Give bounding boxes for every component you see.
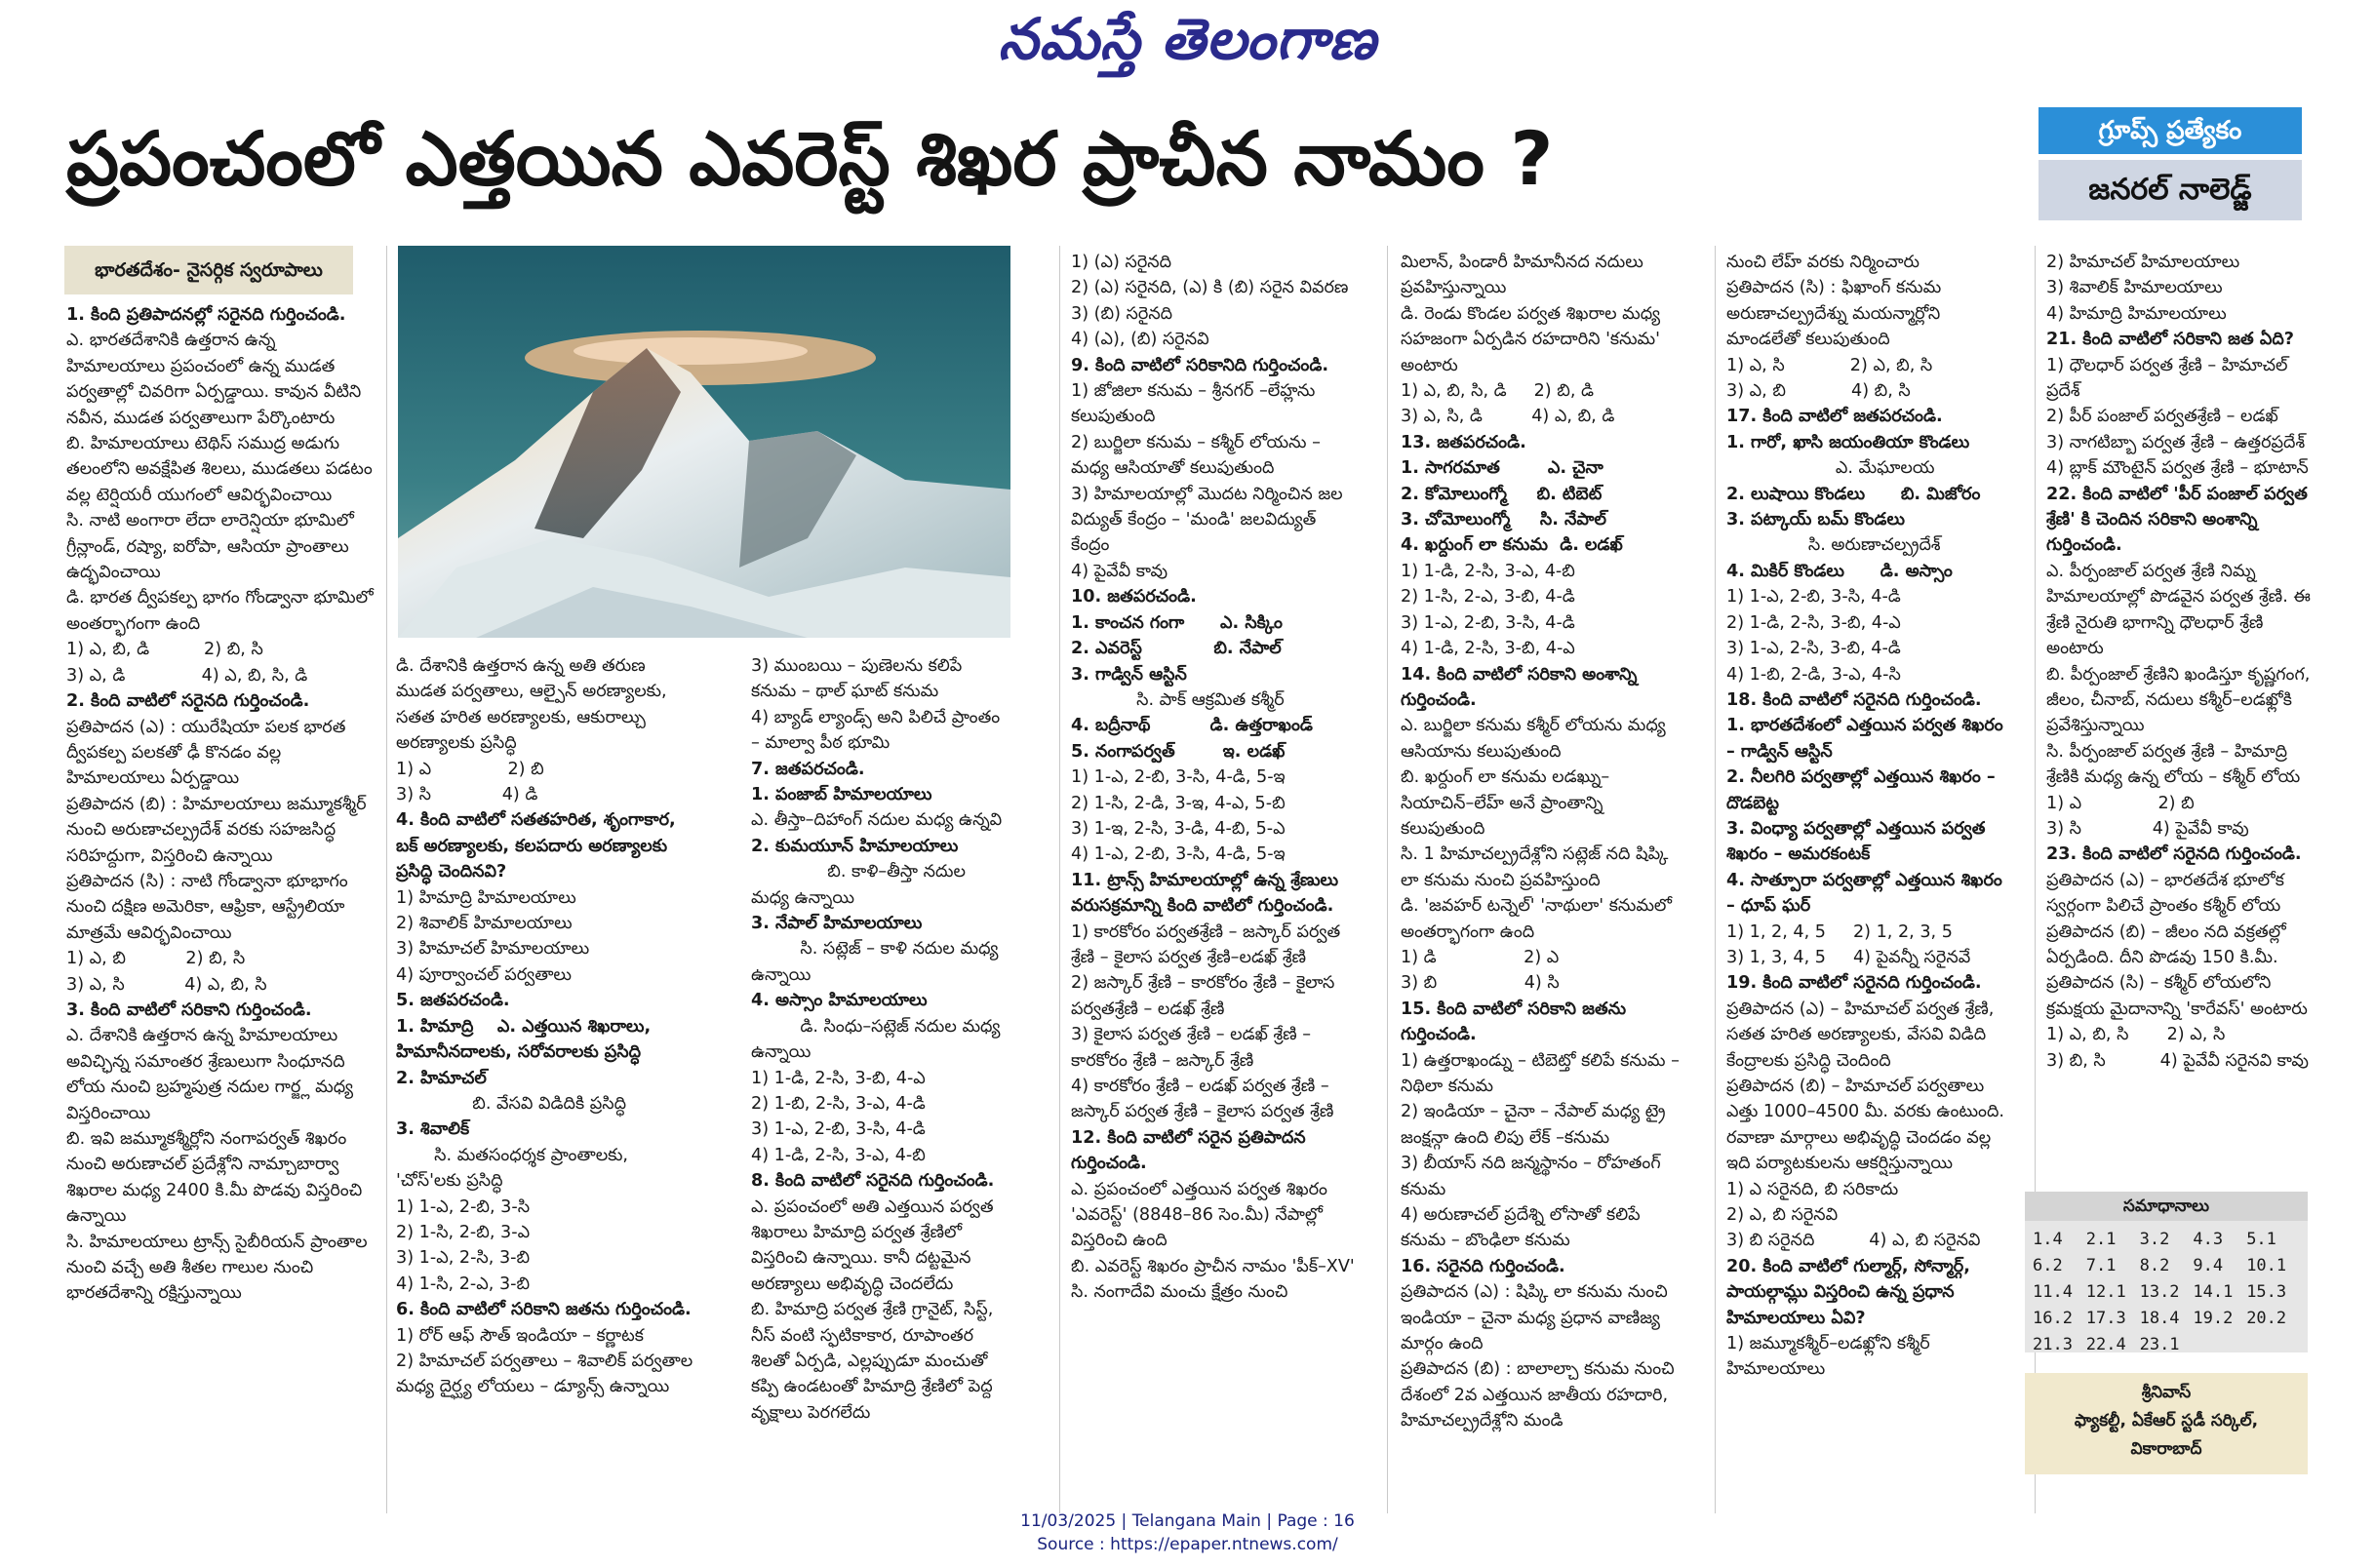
question-line: 4) 1-సి, 2-ఎ, 3-బి [396, 1274, 531, 1294]
question-stem: 3. నేపాల్ హిమాలయాలు [751, 914, 923, 934]
question-line: 1) రోర్ ఆఫ్ సౌత్ ఇండియా – కర్ణాటక [396, 1325, 644, 1346]
question-line: 4) హిమాద్రి హిమాలయాలు [2046, 303, 2227, 324]
answer-item: 11.4 [2033, 1282, 2073, 1302]
question-line: 1) ఉత్తరాఖండ్ను – టిబెట్తో కలిపే కనుమ – నిథిలా కనుమ [1401, 1050, 1685, 1096]
question-line: ప్రతిపాదన (ఎ) : యురేషియా పలక భారత ద్వీపకల్ప పలకతో ఢీ కొనడం వల్ల హిమాలయాలు ఏర్పడ్డాయి [66, 717, 352, 789]
answer-item: 18.4 [2139, 1309, 2180, 1328]
answers-grid [2025, 1221, 2308, 1364]
question-stem: 3. చోమోలుంగ్మో సి. నేపాల్ [1401, 510, 1606, 530]
question-line: 3) 1-ఎ, 2-బి, 3-సి, 4-డి [1401, 612, 1575, 633]
question-stem: 11. ట్రాన్స్ హిమాలయాల్లో ఉన్న శ్రేణులు వరుసక్రమాన్ని కింది వాటిలో గుర్తించండి. [1071, 870, 1345, 917]
question-line: 1) డి 2) ఎ [1401, 947, 1560, 967]
masthead-logo: నమస్తే తెలంగాణ [998, 6, 1377, 72]
question-stem: 1. కాంచన గంగా ఎ. సిక్కిం [1071, 612, 1283, 633]
question-line: ప్రతిపాదన (బి) – హిమాచల్ పర్వతాలు ఎత్తు 1000–4500 మీ. వరకు ఉంటుంది. రవాణా మార్గాలు అభివృద్ధి చెందడం వల్ల ఇది పర్యాటకులను ఆకర్షిస్తున్నాయి [1726, 1077, 2010, 1174]
section-title: భారతదేశం- నైసర్గిక స్వరూపాలు [64, 246, 353, 294]
question-line: 3) బి, సి 4) పైవేవీ సరైనవి కావు [2046, 1050, 2309, 1071]
author-credit [2025, 1373, 2308, 1474]
question-line: ఎ. మేఘాలయ [1726, 458, 1935, 479]
question-stem: 5. నంగాపర్వత్ ఇ. లడఖ్ [1071, 741, 1286, 762]
question-line: 1) ఎ, బి, సి 2) ఎ, సి [2046, 1025, 2226, 1045]
question-line: 3) ఎ, సి 4) ఎ, బి, సి [66, 974, 267, 995]
question-stem: 7. జతపరచండి. [751, 759, 865, 779]
question-stem: 2. లుషాయి కొండలు బి. మిజోరం [1726, 484, 1981, 504]
question-line: డి. సింధు–సట్లెజ్ నదుల మధ్య ఉన్నాయి [751, 1016, 1007, 1063]
question-line: సి. అరుణాచల్ప్రదేశ్ [1726, 535, 1941, 556]
answer-item: 14.1 [2193, 1282, 2234, 1302]
question-line: 3) సి 4) పైవేవీ కావు [2046, 818, 2249, 839]
question-line: 3) హిమాలయాల్లో మొదట నిర్మించిన జల విద్యుత్ కేంద్రం – 'మండి' జలవిద్యుత్ కేంద్రం [1071, 484, 1349, 556]
answer-item: 7.1 [2085, 1256, 2117, 1275]
question-stem: 3. వింధ్యా పర్వతాల్లో ఎత్తయిన పర్వత శిఖరం – అమరకంటక్ [1726, 818, 1992, 865]
column-6 [1726, 250, 2009, 1383]
question-stem: 2. నీలగిరి పర్వతాల్లో ఎత్తయిన శిఖరం – దొడబెట్ట [1726, 767, 2001, 813]
question-line: 1) ఎ, బి 2) బి, సి [66, 949, 246, 969]
everest-photo-icon [398, 246, 1010, 638]
question-line: 1) 1-డి, 2-సి, 3-బి, 4-ఎ [751, 1068, 926, 1088]
author-place: వికారాబాద్ [2130, 1439, 2202, 1459]
question-line: 1) ఎ, బి, డి 2) బి, సి [66, 640, 263, 660]
question-stem: 2. కింది వాటిలో సరైనది గుర్తించండి. [66, 691, 310, 712]
column-3 [751, 653, 1007, 1426]
question-line: 2) (ఎ) సరైనది, (ఎ) కి (బి) సరైన వివరణ [1071, 278, 1349, 298]
question-line: 4) పైవేవీ కావు [1071, 561, 1168, 581]
question-line: 3) (బి) సరైనది [1071, 303, 1173, 324]
question-line: 4) బ్లాక్ మౌంటైన్ పర్వత శ్రేణి – భూటాన్ [2046, 458, 2309, 479]
question-line: 1) ఎ 2) బి [2046, 793, 2195, 813]
question-line: 2) జస్కార్ శ్రేణి – కారకోరం శ్రేణి – కైలాస పర్వతశ్రేణి – లడఖ్ శ్రేణి [1071, 973, 1340, 1019]
question-stem: 1. హిమాద్రి ఎ. ఎత్తయిన శిఖరాలు, హిమానీనదాలకు, సరోవరాలకు ప్రసిద్ధి [396, 1016, 657, 1063]
question-stem: 4. ఖర్దుంగ్ లా కనుమ డి. లడఖ్ [1401, 535, 1623, 556]
answer-item: 2.1 [2085, 1230, 2117, 1249]
question-stem: 6. కింది వాటిలో సరికాని జతను గుర్తించండి. [396, 1300, 692, 1320]
question-line: 4) 1-బి, 2-డి, 3-ఎ, 4-సి [1726, 664, 1901, 685]
question-stem: 15. కింది వాటిలో సరికాని జతను గుర్తించండి. [1401, 999, 1633, 1045]
answer-item: 5.1 [2246, 1230, 2276, 1249]
author-name: శ్రీనివాస్ [2141, 1383, 2192, 1402]
question-line: 4) పూర్వాంచల్ పర్వతాలు [396, 964, 572, 985]
question-stem: 3. పట్కాయ్ బమ్ కొండలు [1726, 510, 1906, 530]
answer-item: 23.1 [2139, 1335, 2180, 1354]
answer-item: 10.1 [2246, 1256, 2287, 1275]
question-stem: 18. కింది వాటిలో సరైనది గుర్తించండి. [1726, 689, 1982, 710]
question-line: సి. పీర్పంజాల్ పర్వత శ్రేణి – హిమాద్రి శ్రేణికి మధ్య ఉన్న లోయ – కశ్మీర్ లోయ [2046, 741, 2301, 788]
answer-item: 3.2 [2139, 1230, 2170, 1249]
question-line: 1) ధౌలధార్ పర్వత శ్రేణి – హిమాచల్ ప్రదేశ్ [2046, 355, 2294, 402]
question-line: 2) 1-బి, 2-సి, 3-ఎ, 4-డి [751, 1093, 926, 1114]
question-line: 3) ఎ, బి 4) బి, సి [1726, 381, 1911, 402]
question-stem: 10. జతపరచండి. [1071, 587, 1197, 608]
answer-item: 13.2 [2139, 1282, 2180, 1302]
question-line: 3) బి 4) సి [1401, 973, 1560, 994]
question-line: డి. భారత ద్వీపకల్ప భాగం గోండ్వానా భూమిలో అంతర్భాగంగా ఉంది [66, 588, 379, 634]
question-line: 3) 1-ఎ, 2-సి, 3-బి, 4-డి [1726, 639, 1901, 659]
question-line: 3) 1-ఇ, 2-సి, 3-డి, 4-బి, 5-ఎ [1071, 818, 1286, 839]
question-line: 2) హిమాచల్ పర్వతాలు – శివాలిక్ పర్వతాల మధ్య దైర్ఘ్య లోయలు – డ్యూన్స్ ఉన్నాయి [396, 1351, 698, 1397]
question-line: ఎ. బుర్జిలా కనుమ కశ్మీర్ లోయను మధ్య ఆసియాను కలుపుతుంది [1401, 716, 1672, 762]
question-line: ప్రతిపాదన (బి) : హిమాలయాలు జమ్మూకశ్మీర్ నుంచి అరుణాచల్ప్రదేశ్ వరకు సహజసిద్ధ సరిహద్దుగా, విస్తరించి ఉన్నాయి [66, 794, 373, 866]
question-line: బి. హిమాద్రి పర్వత శ్రేణి గ్రానైట్, సిస్ట్, నీస్ వంటి స్ఫటికాకార, రూపాంతర శిలతో ఏర్పడి, ఎల్లప్పుడూ మంచుతో కప్పి ఉండటంతో హిమాద్రి శ్రేణిలో పెద్ద వృక్షాలు పెరగలేదు [751, 1300, 999, 1423]
question-line: ప్రతిపాదన (ఎ) – హిమాచల్ పర్వత శ్రేణి, సతత హరిత అరణ్యాలకు, వేసవి విడిది కేంద్రాలకు ప్రసిద్ధి చెందింది [1726, 999, 1999, 1071]
question-line: ప్రతిపాదన (ఎ) – భారతదేశ భూలోక స్వర్గంగా పిలిచే ప్రాంతం కశ్మీర్ లోయ [2046, 870, 2290, 917]
question-line: 2) 1-డి, 2-సి, 3-బి, 4-ఎ [1726, 612, 1901, 633]
question-line: సి. నాటి అంగారా లేదా లారెన్షియా భూమిలో గ్రీన్లాండ్, రష్యా, ఐరోపా, ఆసియా ప్రాంతాలు ఉద్భవించాయి [66, 511, 360, 583]
question-line: 2) పీర్ పంజాల్ పర్వతశ్రేణి – లడఖ్ [2046, 407, 2278, 427]
question-line: 3) ఎ, డి 4) ఎ, బి, సి, డి [66, 665, 308, 686]
question-line: ఎ. ప్రపంచంలో ఎత్తయిన పర్వత శిఖరం 'ఎవరెస్ట్' (8848–86 సెం.మీ) నేపాల్లో విస్తరించి ఉంది [1071, 1179, 1333, 1251]
question-line: డి. రెండు కొండల పర్వత శిఖరాల మధ్య సహజంగా ఏర్పడిన రహదారిని 'కనుమ' అంటారు [1401, 303, 1666, 375]
footer [0, 1509, 2375, 1556]
question-line: 3) 1-ఎ, 2-సి, 3-బి [396, 1248, 531, 1269]
question-stem: 12. కింది వాటిలో సరైన ప్రతిపాదన గుర్తించండి. [1071, 1127, 1312, 1174]
question-line: ప్రతిపాదన (బి) : బాలాల్చా కనుమ నుంచి దేశంలో 2వ ఎత్తయిన జాతీయ రహదారి, హిమాచల్ప్రదేశ్లోని మండి [1401, 1359, 1681, 1431]
answer-item: 12.1 [2085, 1282, 2126, 1302]
section-tag [2039, 107, 2302, 224]
question-line: ప్రతిపాదన (బి) – జీలం నది వక్రతల్లో ఏర్పడింది. దీని పొడవు 150 కి.మీ. [2046, 921, 2292, 967]
question-line: డి. దేశానికి ఉత్తరాన ఉన్న అతి తరుణ ముడత పర్వతాలు, ఆల్పైన్ అరణ్యాలకు, సతత హరిత అరణ్యాలకు, ఆకురాల్చు అరణ్యాలకు ప్రసిద్ధి [396, 656, 673, 754]
question-line: 1) 1, 2, 4, 5 2) 1, 2, 3, 5 [1726, 921, 1953, 942]
question-stem: 16. సరైనది గుర్తించండి. [1401, 1256, 1565, 1276]
question-line: సి. పాక్ ఆక్రమిత కశ్మీర్ [1071, 689, 1285, 710]
question-line: 2) 1-సి, 2-ఎ, 3-బి, 4-డి [1401, 587, 1575, 608]
answers-title: సమాధానాలు [2025, 1192, 2308, 1221]
question-line: 1) కారకోరం పర్వతశ్రేణి – జస్కార్ పర్వత శ్రేణి – కైలాస పర్వత శ్రేణి–లడఖ్ శ్రేణి [1071, 921, 1346, 967]
question-stem: 2. హిమాచల్ [396, 1068, 487, 1088]
question-stem: 13. జతపరచండి. [1401, 432, 1526, 452]
answer-item: 1.4 [2033, 1230, 2063, 1249]
question-line: 4) 1-డి, 2-సి, 3-బి, 4-ఎ [1401, 639, 1575, 659]
footer-source-link[interactable]: Source : https://epaper.ntnews.com/ [1037, 1535, 1338, 1554]
question-line: 3) బి సరైనది 4) ఎ, బి సరైనవి [1726, 1231, 1981, 1251]
question-stem: 14. కింది వాటిలో సరికాని అంశాన్ని గుర్తించండి. [1401, 664, 1643, 710]
question-stem: 22. కింది వాటిలో 'పీర్ పంజాల్ పర్వత శ్రేణి' కి చెందిన సరికాని అంశాన్ని గుర్తించండి. [2046, 484, 2314, 556]
question-line: 3) ముంబయి – పుణెలను కలిపే కనుమ – థాల్ ఘాట్ కనుమ [751, 656, 968, 702]
question-line: ఎ. పీర్పంజాల్ పర్వత శ్రేణి నిమ్న హిమాలయాల్లో పొడవైన పర్వత శ్రేణి. ఈ శ్రేణి నైరుతి భాగాన్ని ధౌలధార్ శ్రేణి అంటారు [2046, 561, 2316, 659]
question-line: 4) 1-డి, 2-సి, 3-ఎ, 4-బి [751, 1145, 926, 1165]
question-line: సి. సట్లెజ్ – కాళి నదుల మధ్య ఉన్నాయి [751, 939, 1005, 985]
question-line: 4) (ఎ), (బి) సరైనవి [1071, 330, 1209, 350]
question-line: 1) 1-ఎ, 2-బి, 3-సి [396, 1196, 531, 1217]
question-line: ప్రతిపాదన (సి) : నాటి గోండ్వానా భూభాగం నుంచి దక్షిణ అమెరికా, ఆఫ్రికా, ఆస్ట్రేలియా మాత్రమే ఆవిర్భవించాయి [66, 871, 354, 943]
question-stem: 21. కింది వాటిలో సరికాని జత ఏది? [2046, 330, 2294, 350]
question-line: 1) ఎ, బి, సి, డి 2) బి, డి [1401, 381, 1595, 402]
question-line: 3) శివాలిక్ హిమాలయాలు [2046, 278, 2223, 298]
question-stem: 20. కింది వాటిలో గుల్మార్గ్, సోన్మార్గ్, పాయల్గామ్లు విస్తరించి ఉన్న ప్రధాన హిమాలయాలు ఏవి? [1726, 1256, 1977, 1328]
question-line: 4) కారకోరం శ్రేణి – లడఖ్ పర్వత శ్రేణి – జస్కార్ పర్వత శ్రేణి – కైలాస పర్వత శ్రేణి [1071, 1077, 1335, 1122]
question-line: 3) కైలాస పర్వత శ్రేణి – లడఖ్ శ్రేణి – కారకోరం శ్రేణి – జస్కార్ శ్రేణి [1071, 1025, 1317, 1071]
question-stem: 4. బద్రీనాథ్ డి. ఉత్తరాఖండ్ [1071, 716, 1313, 736]
answer-item: 21.3 [2033, 1335, 2073, 1354]
question-line: ప్రతిపాదన (సి) : ఫిఖాంగ్ కనుమ అరుణాచల్ప్రదేశ్ను మయన్మార్లోని మాండలేతో కలుపుతుంది [1726, 278, 1947, 350]
question-line: ప్రతిపాదన (ఎ) : షిప్కి లా కనుమ నుంచి ఇండియా – చైనా మధ్య ప్రధాన వాణిజ్య మార్గం ఉంది [1401, 1282, 1674, 1354]
answer-item: 22.4 [2085, 1335, 2126, 1354]
tag-general-knowledge: జనరల్ నాలెడ్జ్ [2039, 160, 2302, 220]
question-line: ఎ. తీస్తా–దిహాంగ్ నదుల మధ్య ఉన్నవి [751, 810, 1003, 831]
answer-item: 6.2 [2033, 1256, 2063, 1275]
question-line: బి. ఎవరెస్ట్ శిఖరం ప్రాచీన నామం 'పీక్–XV' [1071, 1256, 1355, 1276]
question-line: 1) హిమాద్రి హిమాలయాలు [396, 887, 576, 908]
question-line: 1) ఎ 2) బి [396, 759, 544, 779]
question-line: బి. ఇవి జమ్మూకశ్మీర్లోని నంగాపర్వత్ శిఖరం నుంచి అరుణాచల్ ప్రదేశ్లోని నామ్చాబార్వా శిఖరాల మధ్య 2400 కి.మీ పొడవు విస్తరించి ఉన్నాయి [66, 1129, 368, 1227]
question-line: 1) 1-డి, 2-సి, 3-ఎ, 4-బి [1401, 561, 1575, 581]
question-stem: 2. కోమోలుంగ్మో బి. టిబెట్ [1401, 484, 1603, 504]
footer-date-page: 11/03/2025 | Telangana Main | Page : 16 [1020, 1511, 1355, 1531]
question-stem: 1. సాగరమాత ఎ. చైనా [1401, 458, 1603, 479]
question-line: 2) హిమాచల్ హిమాలయాలు [2046, 253, 2240, 272]
answer-item: 9.4 [2193, 1256, 2224, 1275]
question-line: బి. కాళి–తీస్తా నదుల మధ్య ఉన్నాయి [751, 862, 971, 908]
question-line: డి. 'జవహర్ టన్నెల్' 'నాథులా' కనుమలో అంతర్భాగంగా ఉంది [1401, 896, 1678, 942]
question-stem: 1. భారతదేశంలో ఎత్తయిన పర్వత శిఖరం – గాడ్విన్ ఆస్టిన్ [1726, 716, 2009, 762]
question-line: 2) శివాలిక్ హిమాలయాలు [396, 914, 573, 934]
question-line: 1) ఎ, సి 2) ఎ, బి, సి [1726, 355, 1933, 375]
question-line: ఎ. ప్రపంచంలో అతి ఎత్తయిన పర్వత శిఖరాలు హిమాద్రి పర్వత శ్రేణిలో విస్తరించి ఉన్నాయి. కానీ దట్టమైన అరణ్యాలు అభివృద్ధి చెందలేదు [751, 1196, 1000, 1294]
question-line: ప్రతిపాదన (సి) – కశ్మీర్ లోయలోని క్రమక్షయ మైదానాన్ని 'కారేవస్' అంటారు [2046, 973, 2308, 1019]
question-stem: 1. గారో, ఖాసి జయంతియా కొండలు [1726, 432, 1970, 452]
answers-box [2025, 1192, 2308, 1352]
question-line: 4) బ్యాడ్ ల్యాండ్స్ అని పిలిచే ప్రాంతం – మాల్వా పీఠ భూమి [751, 707, 1006, 754]
question-stem: 4. సాత్పూరా పర్వతాల్లో ఎత్తయిన శిఖరం – ధూప్ ఘర్ [1726, 870, 2008, 917]
question-line: 1) ఎ సరైనది, బి సరికాదు [1726, 1179, 1899, 1199]
question-line: 3) 1-ఎ, 2-బి, 3-సి, 4-డి [751, 1119, 926, 1140]
question-line: 1) 1-ఎ, 2-బి, 3-సి, 4-డి [1726, 587, 1901, 608]
question-line: నుంచి లేహ్ వరకు నిర్మించారు [1726, 253, 1920, 272]
question-stem: 8. కింది వాటిలో సరైనది గుర్తించండి. [751, 1171, 995, 1192]
column-2 [396, 653, 698, 1400]
mountain-photo [398, 246, 1010, 638]
question-stem: 17. కింది వాటిలో జతపరచండి. [1726, 407, 1943, 427]
question-stem: 1. పంజాబ్ హిమాలయాలు [751, 785, 932, 805]
question-stem: 9. కింది వాటిలో సరికానిది గుర్తించండి. [1071, 355, 1329, 375]
column-5 [1401, 250, 1685, 1434]
question-line: బి. హిమాలయాలు టెథిస్ సముద్ర అడుగు తలంలోని అవక్షేపిత శిలలు, ముడతలు పడటం వల్ల టెర్షియరీ యుగంలో ఆవిర్భవించాయి [66, 434, 378, 505]
column-1 [66, 302, 379, 1307]
question-line: ఎ. దేశానికి ఉత్తరాన ఉన్న హిమాలయాలు అవిచ్ఛిన్న సమాంతర శ్రేణులుగా సింధూనది లోయ నుంచి బ్రహ్మపుత్ర నదుల గార్జ్ల మధ్య విస్తరించాయి [66, 1026, 359, 1123]
question-line: మిలాన్, పిండారీ హిమానీనద నదులు ప్రవహిస్తున్నాయి [1401, 253, 1649, 298]
question-line: 3) హిమాచల్ హిమాలయాలు [396, 939, 590, 960]
question-stem: 3. గాడ్విన్ ఆస్టిన్ [1071, 664, 1187, 685]
answer-item: 8.2 [2139, 1256, 2170, 1275]
answer-item: 20.2 [2246, 1309, 2287, 1328]
question-line: 1) జమ్మూకశ్మీర్–లడఖ్లోని కశ్మీర్ హిమాలయాలు [1726, 1334, 1936, 1380]
question-stem: 5. జతపరచండి. [396, 991, 510, 1011]
question-line: సి. మతసంధర్శక ప్రాంతాలకు, 'చోస్'లకు ప్రసిద్ధి [396, 1145, 634, 1192]
question-stem: 2. ఎవరెస్ట్ బి. నేపాల్ [1071, 639, 1282, 659]
question-stem: 1. కింది ప్రతిపాదనల్లో సరైనది గుర్తించండి. [66, 305, 346, 325]
question-line: 3) బీయాస్ నది జన్మస్థానం – రోహతంగ్ కనుమ [1401, 1154, 1667, 1199]
question-stem: 23. కింది వాటిలో సరైనది గుర్తించండి. [2046, 844, 2302, 865]
question-line: సి. 1 హిమాచల్ప్రదేశ్లోని సట్లెజ్ నది షిప్కి లా కనుమ నుంచి ప్రవహిస్తుంది [1401, 844, 1674, 890]
question-line: 4) 1-ఎ, 2-బి, 3-సి, 4-డి, 5-ఇ [1071, 844, 1286, 865]
question-line: 1) జోజిలా కనుమ – శ్రీనగర్ –లేహ్లను కలుపుతుంది [1071, 381, 1321, 427]
headline: ప్రపంచంలో ఎత్తయిన ఎవరెస్ట్ శిఖర ప్రాచీన నామం ? [66, 115, 1554, 202]
question-line: 1) (ఎ) సరైనది [1071, 253, 1172, 272]
question-stem: 4. కింది వాటిలో సతతహరిత, శృంగాకార, బక్ అరణ్యాలకు, కలపదారు అరణ్యాలకు ప్రసిద్ధి చెందినవి? [396, 810, 682, 882]
column-4 [1071, 250, 1360, 1306]
answer-item: 4.3 [2193, 1230, 2224, 1249]
question-line: బి. పీర్పంజాల్ శ్రేణిని ఖండిస్తూ కృష్ణగంగ, జీలం, చీనాబ్, నదులు కశ్మీర్–లడఖ్లోకి ప్రవేశిస్తున్నాయి [2046, 664, 2316, 736]
tag-groups-special: గ్రూప్స్ ప్రత్యేకం [2039, 107, 2302, 154]
question-line: ఎ. భారతదేశానికి ఉత్తరాన ఉన్న హిమాలయాలు ప్రపంచంలో ఉన్న ముడత పర్వతాల్లో చివరిగా ఏర్పడ్డాయి. కావున వీటిని నవీన, ముడత పర్వతాలుగా పేర్కొంటారు [66, 331, 367, 428]
column-7 [2046, 250, 2316, 1074]
question-stem: 3. కింది వాటిలో సరికాని గుర్తించండి. [66, 1000, 312, 1020]
question-stem: 19. కింది వాటిలో సరైనది గుర్తించండి. [1726, 973, 1982, 994]
question-line: 2) బుర్జిలా కనుమ – కశ్మీర్ లోయను – మధ్య ఆసియాతో కలుపుతుంది [1071, 432, 1326, 479]
question-line: 2) ఇండియా – చైనా – నేపాల్ మధ్య ట్రై జంక్షన్గా ఉంది లిపు లేక్ –కనుమ [1401, 1102, 1672, 1148]
question-line: 3) సి 4) డి [396, 785, 538, 805]
question-stem: 3. శివాలిక్ [396, 1119, 470, 1140]
question-stem: 4. అస్సాం హిమాలయాలు [751, 991, 928, 1011]
answer-item: 15.3 [2246, 1282, 2287, 1302]
question-line: 2) 1-సి, 2-బి, 3-ఎ [396, 1222, 531, 1242]
question-line: 3) 1, 3, 4, 5 4) పైవన్నీ సరైనవే [1726, 947, 1971, 967]
question-line: సి. నంగాదేవి మంచు క్షేత్రం నుంచి [1071, 1282, 1288, 1303]
question-stem: 2. కుమయూన్ హిమాలయాలు [751, 836, 959, 856]
question-line: బి. వేసవి విడిదికి ప్రసిద్ధి [396, 1093, 627, 1114]
author-role: ఫ్యాకల్టీ, ఏకేఆర్ స్టడీ సర్కిల్, [2074, 1411, 2259, 1431]
question-line: 3) నాగటిబ్బా పర్వత శ్రేణి – ఉత్తరప్రదేశ్ [2046, 432, 2306, 452]
answer-item: 19.2 [2193, 1309, 2234, 1328]
answer-item: 16.2 [2033, 1309, 2073, 1328]
question-line: 1) 1-ఎ, 2-బి, 3-సి, 4-డి, 5-ఇ [1071, 767, 1286, 788]
question-line: 4) అరుణాచల్ ప్రదేశ్ని లోసాతో కలిపే కనుమ – బొంఢిలా కనుమ [1401, 1205, 1646, 1251]
question-line: సి. హిమాలయాలు ట్రాన్స్ సైబీరియన్ ప్రాంతాల నుంచి వచ్చే అతి శీతల గాలుల నుంచి భారతదేశాన్ని రక్షిస్తున్నాయి [66, 1232, 374, 1304]
question-line: 2) 1-సి, 2-డి, 3-ఇ, 4-ఎ, 5-బి [1071, 793, 1286, 813]
answer-item: 17.3 [2085, 1309, 2126, 1328]
question-stem: 4. మికిర్ కొండలు డి. అస్సాం [1726, 561, 1953, 581]
question-line: 2) ఎ, బి సరైనవి [1726, 1205, 1839, 1226]
question-line: 3) ఎ, సి, డి 4) ఎ, బి, డి [1401, 407, 1615, 427]
question-line: బి. ఖర్దుంగ్ లా కనుమ లడఖ్ను–సియాచిన్–లేహ్ అనే ప్రాంతాన్ని కలుపుతుంది [1401, 767, 1610, 839]
